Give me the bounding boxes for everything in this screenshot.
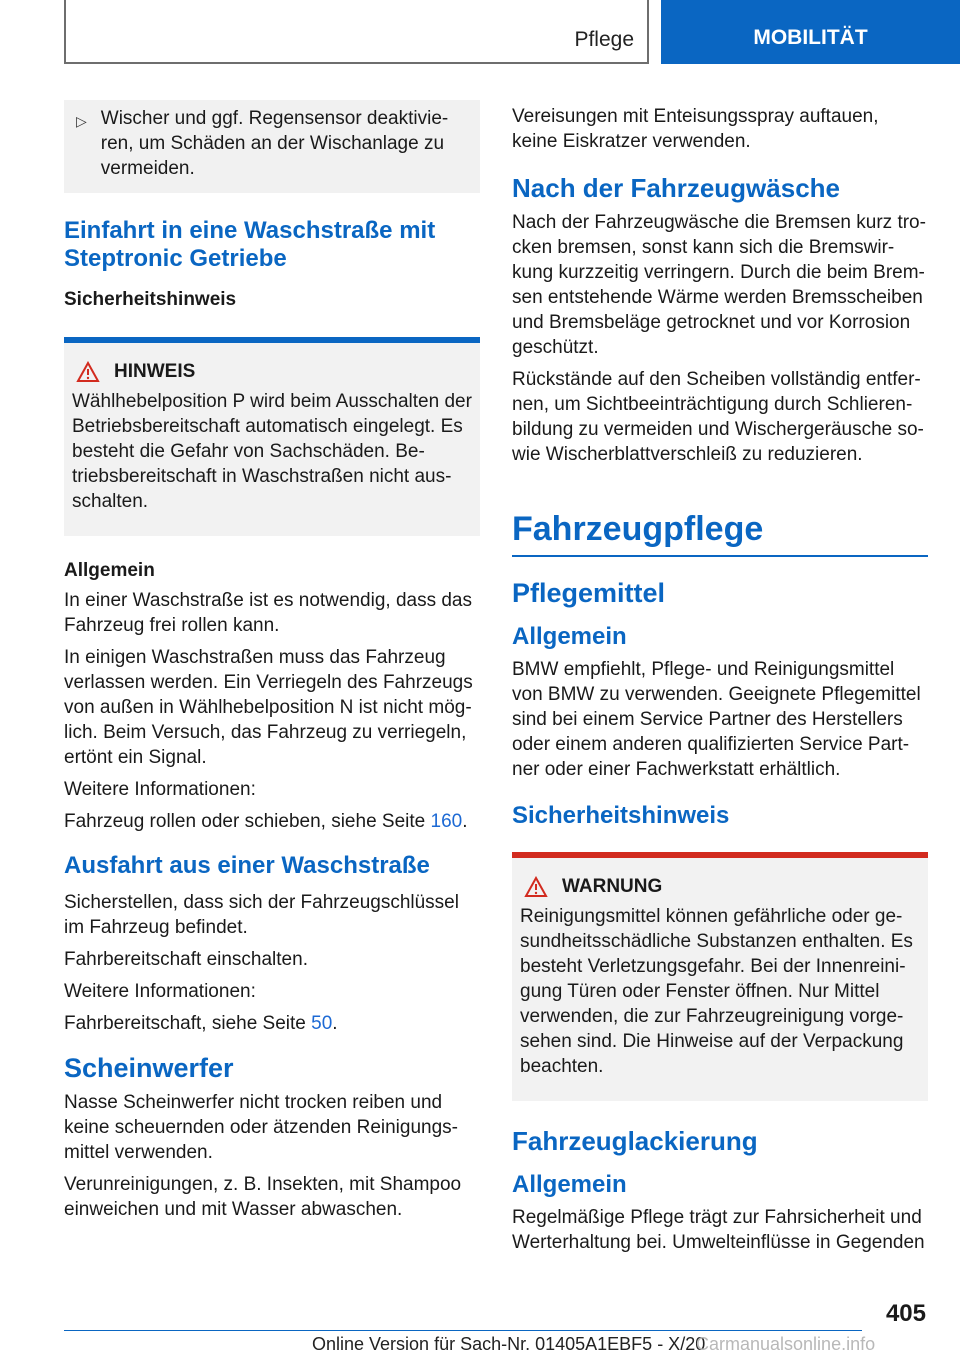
paragraph: BMW empfiehlt, Pflege- und Reinigungsmittel von BMW zu verwenden. Geeignete Pflegemittel sind bei einem Service Partner des Herstellers oder einem anderen qualifizierten Service Part-ner oder einer Fachwerkstatt erhältlich. [512,659,921,780]
heading-general: Allgemein [64,560,155,581]
warning-text: Reinigungsmittel können gefährliche oder ge-sundheitsschädliche Substanzen enthalten. Es besteht Verletzungsgefahr. Bei der Innenreini-gung Türen oder Fenster öffnen. Nur Mittel verwenden, die zur Fahrzeugreinigung vorge-sehen sind. Die Hinweise auf der Verpackung beachten. [520,906,913,1077]
notice-header [76,361,472,383]
paragraph: Verunreinigungen, z. B. Insekten, mit Shampoo einweichen und mit Wasser abwaschen. [64,1174,462,1220]
warning-triangle-icon [524,876,548,898]
paragraph: Weitere Informationen: [64,779,256,800]
footer-divider [64,1330,862,1331]
page-link-50[interactable]: 50 [311,1013,333,1034]
heading-safety-note: Sicherheitshinweis [512,802,730,829]
page-link-160[interactable]: 160 [430,811,463,832]
paragraph: Sicherstellen, dass sich der Fahrzeugschlüssel im Fahrzeug befindet. [64,892,459,938]
heading-paintwork: Fahrzeuglackierung [512,1126,758,1156]
footer-online-version: Online Version für Sach-Nr. 01405A1EBF5 - X/20 [312,1334,706,1354]
right-column [512,98,928,1262]
heading-care-products: Pflegemittel [512,578,666,608]
paragraph-with-link: Fahrzeug rollen oder schieben, siehe Seite 160. [64,811,468,832]
heading-steptronic: Einfahrt in eine Waschstraße mit Steptronic Getriebe [64,217,436,272]
header-chapter-label: MOBILITÄT [753,26,868,49]
header-chapter-tab [661,0,960,64]
warning-box [512,852,928,1101]
paragraph: In einer Waschstraße ist es notwendig, dass das Fahrzeug frei rollen kann. [64,590,472,636]
paragraph: Regelmäßige Pflege trägt zur Fahrsicherheit und Werterhaltung bei. Umwelteinflüsse in Gegenden [512,1207,925,1253]
paragraph: Nasse Scheinwerfer nicht trocken reiben und keine scheuernden oder ätzenden Reinigungs-mittel verwenden. [64,1092,458,1163]
notice-text: Wählhebelposition P wird beim Ausschalten der Betriebsbereitschaft automatisch eingelegt. Es besteht die Gefahr von Sachschäden. Be-triebsbereitschaft in Waschstraßen nicht aus-schalten. [72,391,472,512]
paragraph: Rückstände auf den Scheiben vollständig entfer-nen, um Sichtbeeinträchtigung durch Schlieren-bildung zu vermeiden und Wischergeräusche so-wie Wischerblattverschleiß zu reduzieren. [512,369,924,465]
bullet-item [64,100,480,193]
warning-title: WARNUNG [562,876,663,897]
header-frame [64,0,649,64]
paragraph: Weitere Informationen: [64,981,256,1002]
paragraph: Fahrbereitschaft einschalten. [64,949,308,970]
bullet-text: Wischer und ggf. Regensensor deaktivie-ren, um Schäden an der Wischanlage zu vermeiden. [100,108,449,179]
paragraph: Nach der Fahrzeugwäsche die Bremsen kurz tro-cken bremsen, sonst kann sich die Bremswir-kung kurzzeitig verringern. Durch die beim Brem-sen entstehende Wärme werden Bremsscheiben und Bremsbeläge getrocknet und vor Korrosion geschützt. [512,212,926,358]
paragraph-with-link: Fahrbereitschaft, siehe Seite 50. [64,1013,338,1034]
triangle-bullet-icon: ▷ [76,113,87,129]
reference-text: Fahrbereitschaft, siehe Seite [64,1013,312,1034]
paragraph: Vereisungen mit Enteisungsspray auftauen, keine Eiskratzer verwenden. [512,106,879,152]
notice-title: HINWEIS [114,361,196,382]
notice-box [64,337,480,536]
heading-vehicle-care: Fahrzeugpflege [512,509,928,557]
heading-general: Allgemein [512,1171,627,1198]
warning-header [524,876,920,898]
page-number: 405 [885,1300,926,1327]
warning-triangle-icon [76,361,100,383]
watermark: Carmanualsonline.info [696,1334,876,1354]
left-column [64,98,480,1229]
header-section-title: Pflege [574,28,634,51]
heading-general: Allgemein [512,623,627,650]
heading-headlights: Scheinwerfer [64,1053,234,1083]
paragraph: In einigen Waschstraßen muss das Fahrzeug verlassen werden. Ein Verriegeln des Fahrzeugs von außen in Wählhebelposition N ist nicht mög-lich. Beim Versuch, das Fahrzeug zu verriegeln, ertönt ein Signal. [64,647,473,768]
heading-exit-car-wash: Ausfahrt aus einer Waschstraße [64,852,430,879]
reference-text: Fahrzeug rollen oder schieben, siehe Seite [64,811,431,832]
heading-safety-note: Sicherheitshinweis [64,289,237,310]
heading-after-wash: Nach der Fahrzeugwäsche [512,173,840,203]
